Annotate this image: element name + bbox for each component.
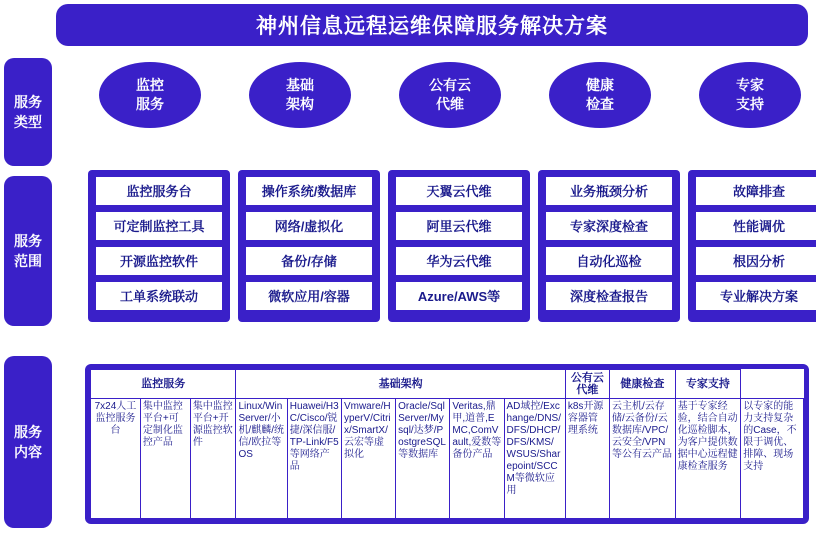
ellipse-label: 专家 支持	[736, 77, 764, 112]
scope-item[interactable]: Azure/AWS等	[395, 281, 523, 311]
group-header: 监控服务	[91, 370, 236, 399]
scope-panel-infra	[238, 170, 380, 322]
scope-item[interactable]: 监控服务台	[95, 176, 223, 206]
content-cell: 云主机/云存储/云备份/云数据库/VPC/云安全/VPN等公有云产品	[610, 399, 676, 519]
content-cell: Vmware/HyperV/Citrix/SmartX/云宏等虚拟化	[341, 399, 395, 519]
content-cell: Linux/Win Server/小机/麒麟/统信/欧拉等OS	[236, 399, 287, 519]
content-cell: 集中监控平台+开源监控软件	[190, 399, 236, 519]
scope-item[interactable]: 工单系统联动	[95, 281, 223, 311]
content-cell: Huawei/H3C/Cisco/锐捷/深信服/TP-Link/F5等网络产品	[287, 399, 341, 519]
content-cell: 集中监控平台+可定制化监控产品	[140, 399, 190, 519]
row-label-service-content	[4, 356, 52, 528]
table-row	[91, 399, 804, 519]
content-cell: Veritas,鼎甲,道普,EMC,ComVault,爱数等备份产品	[450, 399, 504, 519]
scope-item[interactable]: 专业解决方案	[695, 281, 816, 311]
row-label-text: 服务 范围	[14, 233, 42, 269]
content-cell: AD域控/Exchange/DNS/DFS/DHCP/DFS/KMS/WSUS/Sharepoint/SCCM等微软应用	[504, 399, 565, 519]
scope-item[interactable]: 操作系统/数据库	[245, 176, 373, 206]
scope-item[interactable]: 华为云代维	[395, 246, 523, 276]
scope-item[interactable]: 备份/存储	[245, 246, 373, 276]
service-content-table	[90, 369, 804, 519]
category-ellipse-publiccloud[interactable]	[399, 62, 501, 128]
category-ellipse-infra[interactable]	[249, 62, 351, 128]
scope-item[interactable]: 阿里云代维	[395, 211, 523, 241]
content-cell: Oracle/SqlServer/Mysql/达梦/PostgreSQL等数据库	[396, 399, 450, 519]
content-cell: 7x24人工监控服务台	[91, 399, 141, 519]
group-header: 公有云代维	[565, 370, 609, 399]
scope-item[interactable]: 微软应用/容器	[245, 281, 373, 311]
ellipse-label: 基础 架构	[286, 77, 314, 112]
ellipse-label: 监控 服务	[136, 77, 164, 112]
scope-item[interactable]: 业务瓶颈分析	[545, 176, 673, 206]
row-label-text: 服务 类型	[14, 94, 42, 130]
group-header: 专家支持	[675, 370, 741, 399]
scope-panel-healthcheck	[538, 170, 680, 322]
service-content-box	[85, 364, 809, 524]
scope-item[interactable]: 网络/虚拟化	[245, 211, 373, 241]
scope-item[interactable]: 开源监控软件	[95, 246, 223, 276]
scope-item[interactable]: 故障排查	[695, 176, 816, 206]
content-cell: 基于专家经验，结合自动化巡检脚本，为客户提供数据中心远程健康检查服务	[675, 399, 741, 519]
group-header: 基础架构	[236, 370, 565, 399]
scope-panel-monitor	[88, 170, 230, 322]
scope-item[interactable]: 专家深度检查	[545, 211, 673, 241]
scope-item[interactable]: 性能调优	[695, 211, 816, 241]
category-ellipse-expert[interactable]	[699, 62, 801, 128]
page-title: 神州信息远程运维保障服务解决方案	[56, 4, 808, 46]
scope-panel-expert	[688, 170, 816, 322]
category-ellipse-monitor[interactable]	[99, 62, 201, 128]
table-header-row	[91, 370, 804, 399]
row-label-service-type	[4, 58, 52, 166]
scope-item[interactable]: 根因分析	[695, 246, 816, 276]
scope-item[interactable]: 可定制监控工具	[95, 211, 223, 241]
scope-panel-publiccloud	[388, 170, 530, 322]
scope-item[interactable]: 自动化巡检	[545, 246, 673, 276]
content-cell: 以专家的能力支持复杂的Case，不限于调优、排障、现场支持	[741, 399, 804, 519]
row-label-service-scope	[4, 176, 52, 326]
scope-item[interactable]: 深度检查报告	[545, 281, 673, 311]
scope-item[interactable]: 天翼云代维	[395, 176, 523, 206]
content-cell: k8s开源容器管理系统	[565, 399, 609, 519]
ellipse-label: 健康 检查	[586, 77, 614, 112]
category-ellipse-healthcheck[interactable]	[549, 62, 651, 128]
group-header: 健康检查	[610, 370, 676, 399]
row-label-text: 服务 内容	[14, 424, 42, 460]
ellipse-label: 公有云 代维	[429, 77, 471, 112]
